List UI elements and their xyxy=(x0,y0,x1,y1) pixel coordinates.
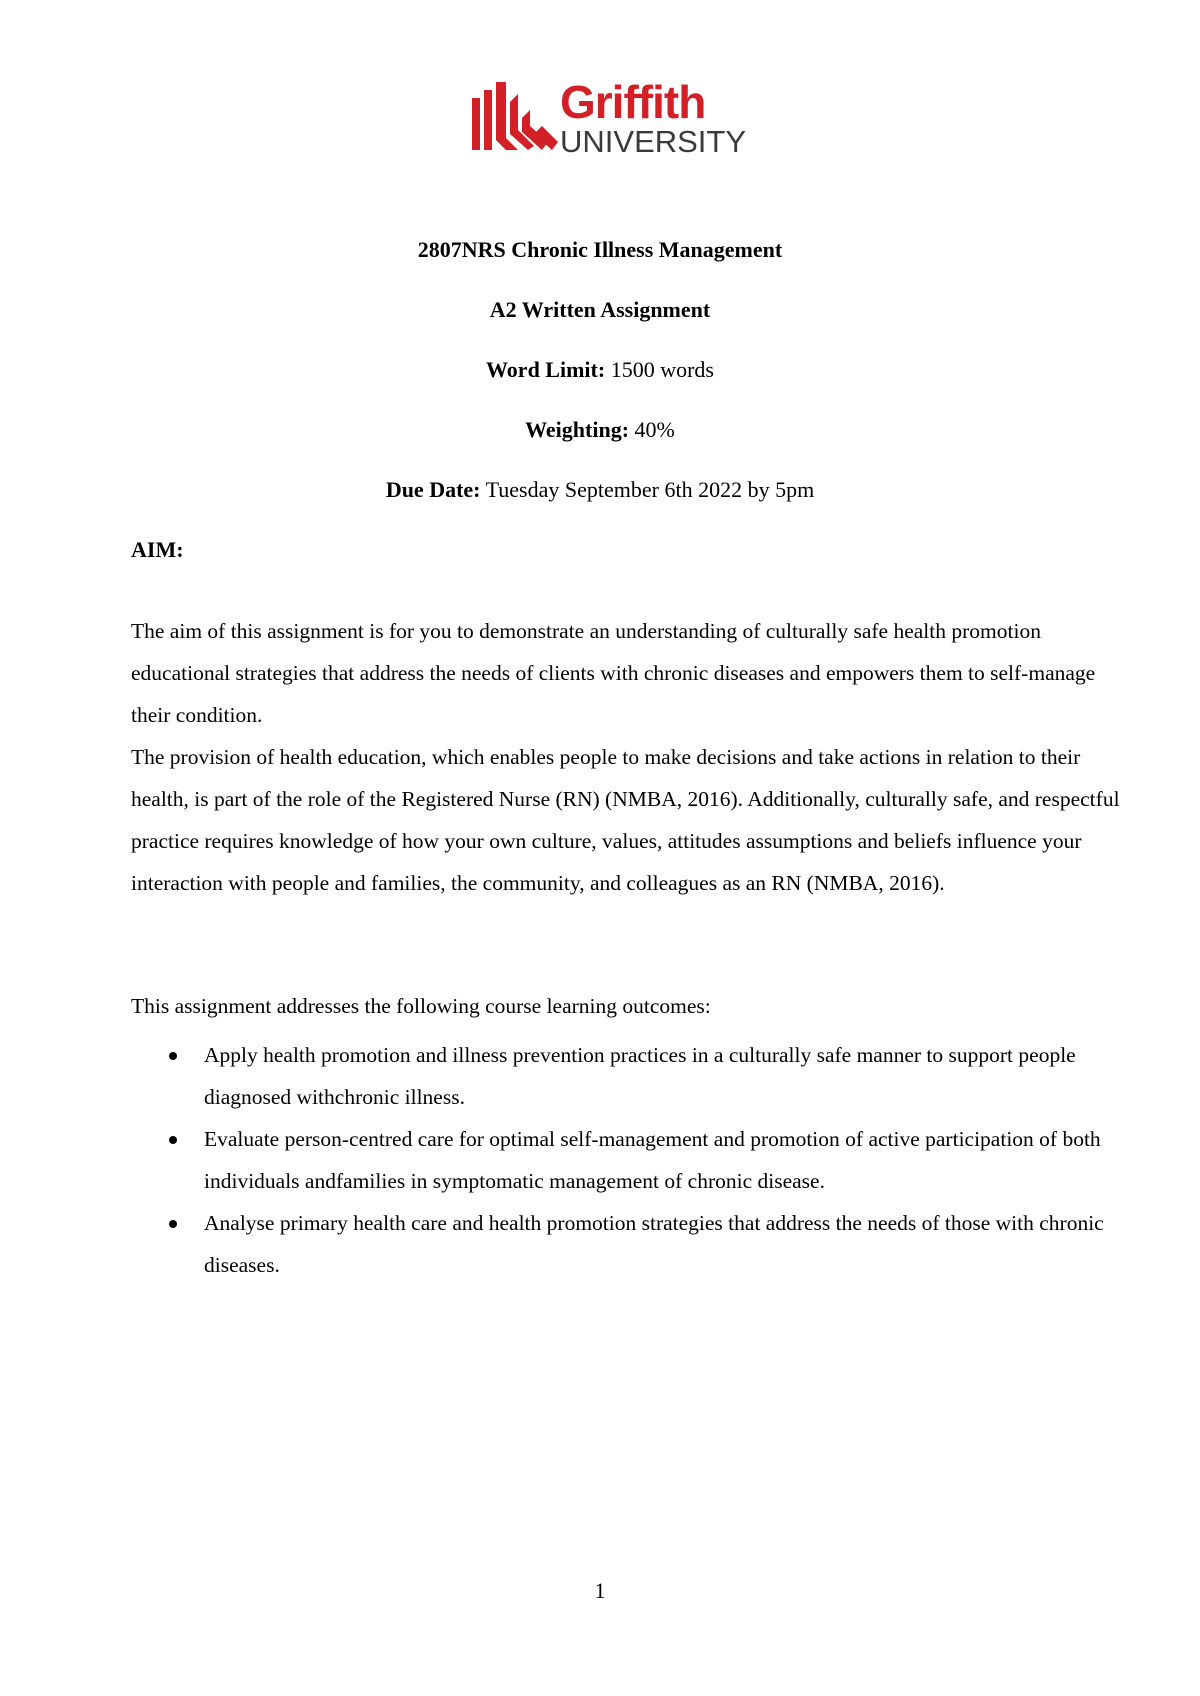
assignment-title-text: A2 Written Assignment xyxy=(489,297,711,322)
assignment-title xyxy=(0,296,1200,324)
weighting-value: 40% xyxy=(634,417,675,442)
weighting-label: Weighting: xyxy=(525,417,630,442)
page-number: 1 xyxy=(594,1578,606,1603)
word-limit-value: 1500 words xyxy=(610,357,714,382)
outcomes-list xyxy=(131,1034,1141,1286)
due-date-value: Tuesday September 6th 2022 by 5pm xyxy=(485,477,815,502)
bullet-icon xyxy=(169,1052,177,1060)
logo-name-top: Griffith xyxy=(560,76,706,128)
due-date xyxy=(0,476,1200,504)
outcome-text: Analyse primary health care and health promotion strategies that address the needs of those with chronic diseases. xyxy=(204,1211,1104,1277)
list-item xyxy=(131,1202,1141,1286)
outcome-text: Apply health promotion and illness prevention practices in a culturally safe manner to support people diagnosed withchronic illness. xyxy=(204,1043,1076,1109)
outcome-text: Evaluate person-centred care for optimal self-management and promotion of active participation of both individuals andfamilies in symptomatic management of chronic disease. xyxy=(204,1127,1101,1193)
list-item xyxy=(131,1118,1141,1202)
outcomes-intro: This assignment addresses the following course learning outcomes: xyxy=(131,994,711,1018)
griffith-crest-icon xyxy=(468,80,560,160)
context-paragraph: The provision of health education, which enables people to make decisions and take actions in relation to their health, is part of the role of the Registered Nurse (RN) (NMBA, 2016). Additionally, culturally safe, and respectful practice requires knowledge of how your own culture, values, attitudes assumptions and beliefs influence your interaction with people and families, the community, and colleagues as an RN (NMBA, 2016). xyxy=(131,745,1120,895)
griffith-university-logo xyxy=(468,76,747,160)
course-title xyxy=(0,236,1200,264)
bullet-icon xyxy=(169,1220,177,1228)
aim-heading: AIM: xyxy=(131,537,184,562)
list-item xyxy=(131,1034,1141,1118)
weighting xyxy=(0,416,1200,444)
aim-paragraph: The aim of this assignment is for you to demonstrate an understanding of culturally safe health promotion educational strategies that address the needs of clients with chronic diseases and empowers them to self-manage their condition. xyxy=(131,619,1096,727)
logo-name-bottom: UNIVERSITY xyxy=(560,124,747,159)
bullet-icon xyxy=(169,1136,177,1144)
due-date-label: Due Date: xyxy=(385,477,481,502)
word-limit xyxy=(0,356,1200,384)
course-title-text: 2807NRS Chronic Illness Management xyxy=(417,237,783,262)
word-limit-label: Word Limit: xyxy=(486,357,606,382)
